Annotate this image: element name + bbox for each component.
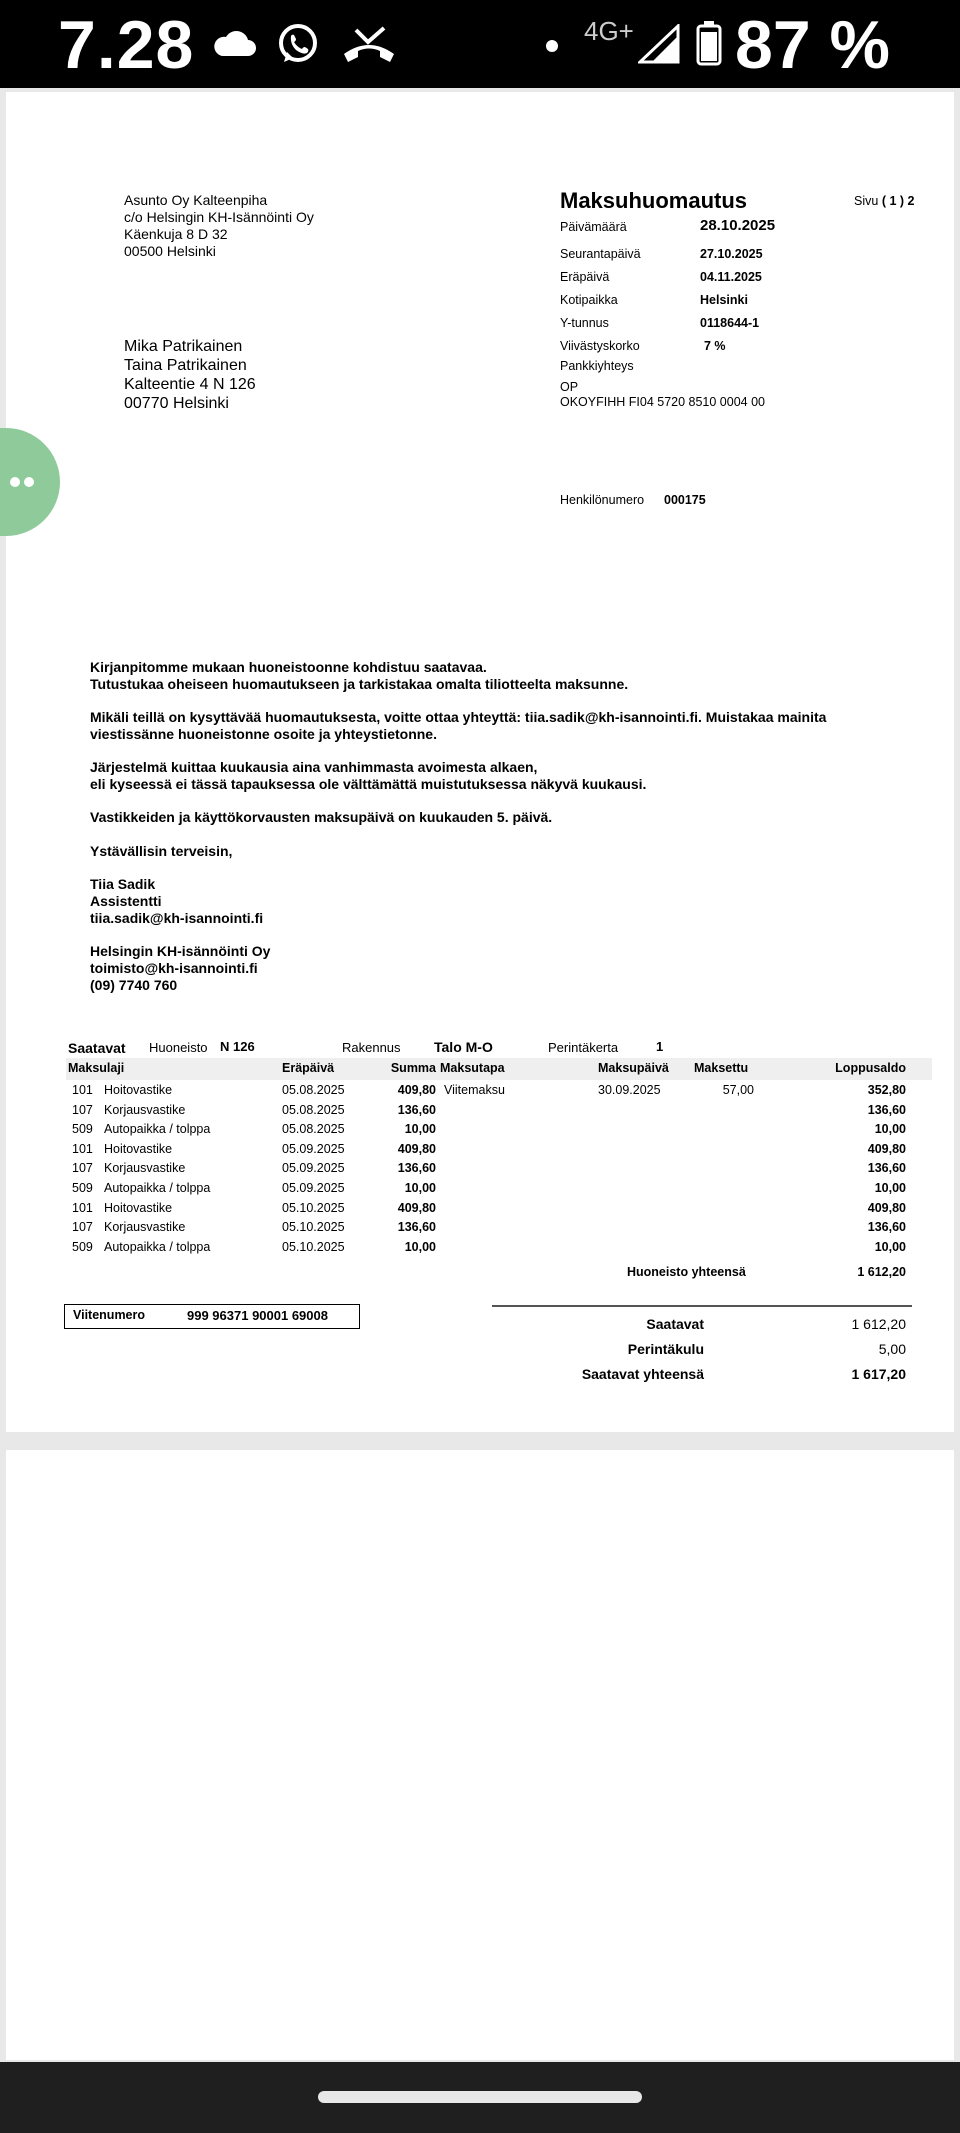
- body-p3: Järjestelmä kuittaa kuukausia aina vanhimmasta avoimesta alkaen,: [90, 759, 538, 775]
- signature-email: tiia.sadik@kh-isannointi.fi: [90, 910, 264, 926]
- col-loppusaldo: Loppusaldo: [835, 1061, 906, 1075]
- document-title: Maksuhuomautus: [560, 188, 748, 213]
- cell-name: Hoitovastike: [104, 1200, 173, 1215]
- col-maksupaiva: Maksupäivä: [598, 1061, 669, 1075]
- cell-sum: 136,60: [397, 1161, 436, 1176]
- cell-name: Autopaikka / tolppa: [104, 1239, 211, 1254]
- field-label-due: Eräpäivä: [560, 270, 610, 284]
- cell-due: 05.09.2025: [282, 1181, 345, 1195]
- cell-balance: 136,60: [867, 1161, 906, 1176]
- field-label-domicile: Kotipaikka: [560, 293, 618, 307]
- sender-co: c/o Helsingin KH-Isännöinti Oy: [124, 209, 314, 225]
- col-maksutapa: Maksutapa: [440, 1061, 505, 1075]
- missed-call-icon: [340, 24, 398, 66]
- field-label-business-id: Y-tunnus: [560, 316, 609, 330]
- recipient-name-1: Mika Patrikainen: [124, 338, 243, 355]
- recipient-city: 00770 Helsinki: [124, 395, 229, 412]
- totals-divider: [492, 1305, 912, 1307]
- cell-due: 05.08.2025: [282, 1083, 345, 1097]
- document-page-1: [6, 92, 954, 1432]
- cell-code: 509: [72, 1122, 93, 1137]
- cell-name: Hoitovastike: [104, 1083, 173, 1097]
- cell-due: 05.09.2025: [282, 1141, 345, 1156]
- field-label-date: Päivämäärä: [560, 220, 627, 234]
- sender-street: Käenkuja 8 D 32: [124, 226, 228, 242]
- totals-grand-value: 1 617,20: [851, 1366, 906, 1382]
- cell-sum: 409,80: [397, 1083, 436, 1097]
- cell-balance: 409,80: [867, 1200, 906, 1215]
- cell-sum: 409,80: [397, 1200, 436, 1215]
- totals-grand-label: Saatavat yhteensä: [581, 1366, 704, 1382]
- cell-due: 05.09.2025: [282, 1161, 345, 1176]
- cell-balance: 10,00: [874, 1181, 906, 1195]
- cell-code: 509: [72, 1181, 93, 1195]
- huoneisto-value: N 126: [220, 1039, 255, 1054]
- clock: 7.28: [58, 7, 195, 83]
- reference-label: Viitenumero: [73, 1308, 146, 1322]
- body-p4: Vastikkeiden ja käyttökorvausten maksupäivä on kuukauden 5. päivä.: [90, 809, 553, 825]
- cell-balance: 352,80: [867, 1083, 906, 1097]
- greeting: Ystävällisin terveisin,: [90, 843, 233, 859]
- cell-due: 05.08.2025: [282, 1122, 345, 1137]
- cell-code: 509: [72, 1239, 93, 1254]
- recipient-street: Kalteentie 4 N 126: [124, 376, 256, 393]
- field-value-business-id: 0118644-1: [700, 316, 760, 330]
- bank-name: OP: [560, 380, 579, 394]
- cell-sum: 136,60: [397, 1220, 436, 1235]
- whatsapp-icon: [276, 22, 320, 66]
- perintakerta-value: 1: [656, 1039, 664, 1054]
- body-p1: Kirjanpitomme mukaan huoneistoonne kohdistuu saatavaa.: [90, 659, 487, 675]
- cell-name: Korjausvastike: [104, 1161, 186, 1176]
- cell-name: Autopaikka / tolppa: [104, 1181, 211, 1195]
- page-indicator: Sivu ( 1 ) 2: [854, 194, 915, 208]
- cell-code: 101: [72, 1141, 93, 1156]
- rakennus-value: Talo M-O: [434, 1039, 493, 1055]
- signature-title: Assistentti: [90, 893, 162, 909]
- document-page-2: [6, 1450, 954, 2060]
- perintakerta-label: Perintäkerta: [548, 1040, 619, 1055]
- body-p2b: viestissänne huoneistonne osoite ja yhteystietonne.: [90, 726, 437, 742]
- company-email: toimisto@kh-isannointi.fi: [90, 960, 258, 976]
- field-value-interest: 7 %: [704, 339, 726, 353]
- company-phone: (09) 7740 760: [90, 977, 178, 993]
- field-value-domicile: Helsinki: [700, 293, 748, 307]
- cell-code: 107: [72, 1102, 93, 1117]
- cell-name: Korjausvastike: [104, 1102, 186, 1117]
- col-summa: Summa: [390, 1061, 436, 1075]
- field-label-followup: Seurantapäivä: [560, 247, 641, 261]
- totals-perintakulu-value: 5,00: [878, 1341, 906, 1357]
- totals-perintakulu-label: Perintäkulu: [627, 1341, 704, 1357]
- cell-balance: 136,60: [867, 1220, 906, 1235]
- cell-due: 05.08.2025: [282, 1102, 345, 1117]
- cell-due: 05.10.2025: [282, 1239, 345, 1254]
- battery-percent: 87 %: [735, 7, 890, 83]
- col-maksulaji: Maksulaji: [68, 1061, 125, 1075]
- cell-balance: 136,60: [867, 1102, 906, 1117]
- body-p3b: eli kyseessä ei tässä tapauksessa ole välttämättä muistutuksessa näkyvä kuukausi.: [90, 776, 647, 792]
- person-number-value: 000175: [664, 493, 706, 507]
- body-p1b: Tutustukaa oheiseen huomautukseen ja tarkistakaa omalta tiliotteelta maksunne.: [90, 676, 629, 692]
- cell-paydate: 30.09.2025: [598, 1083, 661, 1097]
- fab-dot-icon: [24, 477, 34, 487]
- reference-box: [64, 1304, 360, 1329]
- cell-paid: 57,00: [722, 1083, 754, 1097]
- home-gesture-handle[interactable]: [318, 2091, 642, 2103]
- cell-code: 107: [72, 1220, 93, 1235]
- reference-number: 999 96371 90001 69008: [187, 1308, 328, 1323]
- cell-sum: 10,00: [404, 1181, 436, 1195]
- sender-name: Asunto Oy Kalteenpiha: [124, 192, 268, 208]
- cell-name: Autopaikka / tolppa: [104, 1122, 211, 1137]
- col-maksettu: Maksettu: [694, 1061, 749, 1075]
- status-bar: [0, 0, 960, 88]
- cell-due: 05.10.2025: [282, 1200, 345, 1215]
- sender-city: 00500 Helsinki: [124, 243, 216, 259]
- saatavat-heading: Saatavat: [68, 1040, 126, 1056]
- network-type: 4G+: [584, 16, 634, 46]
- cell-code: 101: [72, 1083, 93, 1097]
- apartment-total-value: 1 612,20: [857, 1265, 906, 1279]
- floating-chat-button[interactable]: [0, 428, 60, 536]
- cell-balance: 10,00: [874, 1239, 906, 1254]
- cell-balance: 10,00: [874, 1122, 906, 1137]
- totals-saatavat-label: Saatavat: [646, 1316, 704, 1332]
- cell-balance: 409,80: [867, 1141, 906, 1156]
- dot-icon: [546, 40, 558, 52]
- signature-name: Tiia Sadik: [90, 876, 156, 892]
- battery-icon: [696, 20, 722, 66]
- company-name: Helsingin KH-isännöinti Oy: [90, 943, 271, 959]
- field-value-due: 04.11.2025: [700, 270, 762, 284]
- cloud-icon: [212, 28, 256, 58]
- cell-name: Korjausvastike: [104, 1220, 186, 1235]
- signal-icon: [638, 24, 680, 64]
- person-number-label: Henkilönumero: [560, 493, 645, 507]
- recipient-name-2: Taina Patrikainen: [124, 357, 247, 374]
- col-erapaiva: Eräpäivä: [282, 1061, 335, 1075]
- cell-code: 101: [72, 1200, 93, 1215]
- field-value-date: 28.10.2025: [700, 217, 776, 234]
- field-value-followup: 27.10.2025: [700, 247, 763, 261]
- cell-sum: 10,00: [404, 1239, 436, 1254]
- bank-account: OKOYFIHH FI04 5720 8510 0004 00: [560, 395, 765, 409]
- apartment-total-label: Huoneisto yhteensä: [627, 1265, 746, 1279]
- fab-dot-icon: [10, 477, 20, 487]
- cell-sum: 10,00: [404, 1122, 436, 1137]
- field-label-bank: Pankkiyhteys: [560, 359, 634, 373]
- cell-sum: 409,80: [397, 1141, 436, 1156]
- cell-method: Viitemaksu: [444, 1083, 505, 1097]
- cell-due: 05.10.2025: [282, 1220, 345, 1235]
- huoneisto-label: Huoneisto: [149, 1040, 208, 1055]
- cell-code: 107: [72, 1161, 93, 1176]
- body-p2: Mikäli teillä on kysyttävää huomautuksesta, voitte ottaa yhteyttä: tiia.sadik@kh-isannointi.fi. Muistakaa mainita: [90, 709, 827, 725]
- cell-name: Hoitovastike: [104, 1141, 173, 1156]
- cell-sum: 136,60: [397, 1102, 436, 1117]
- field-label-interest: Viivästyskorko: [560, 339, 640, 353]
- rakennus-label: Rakennus: [342, 1040, 401, 1055]
- totals-saatavat-value: 1 612,20: [851, 1316, 906, 1332]
